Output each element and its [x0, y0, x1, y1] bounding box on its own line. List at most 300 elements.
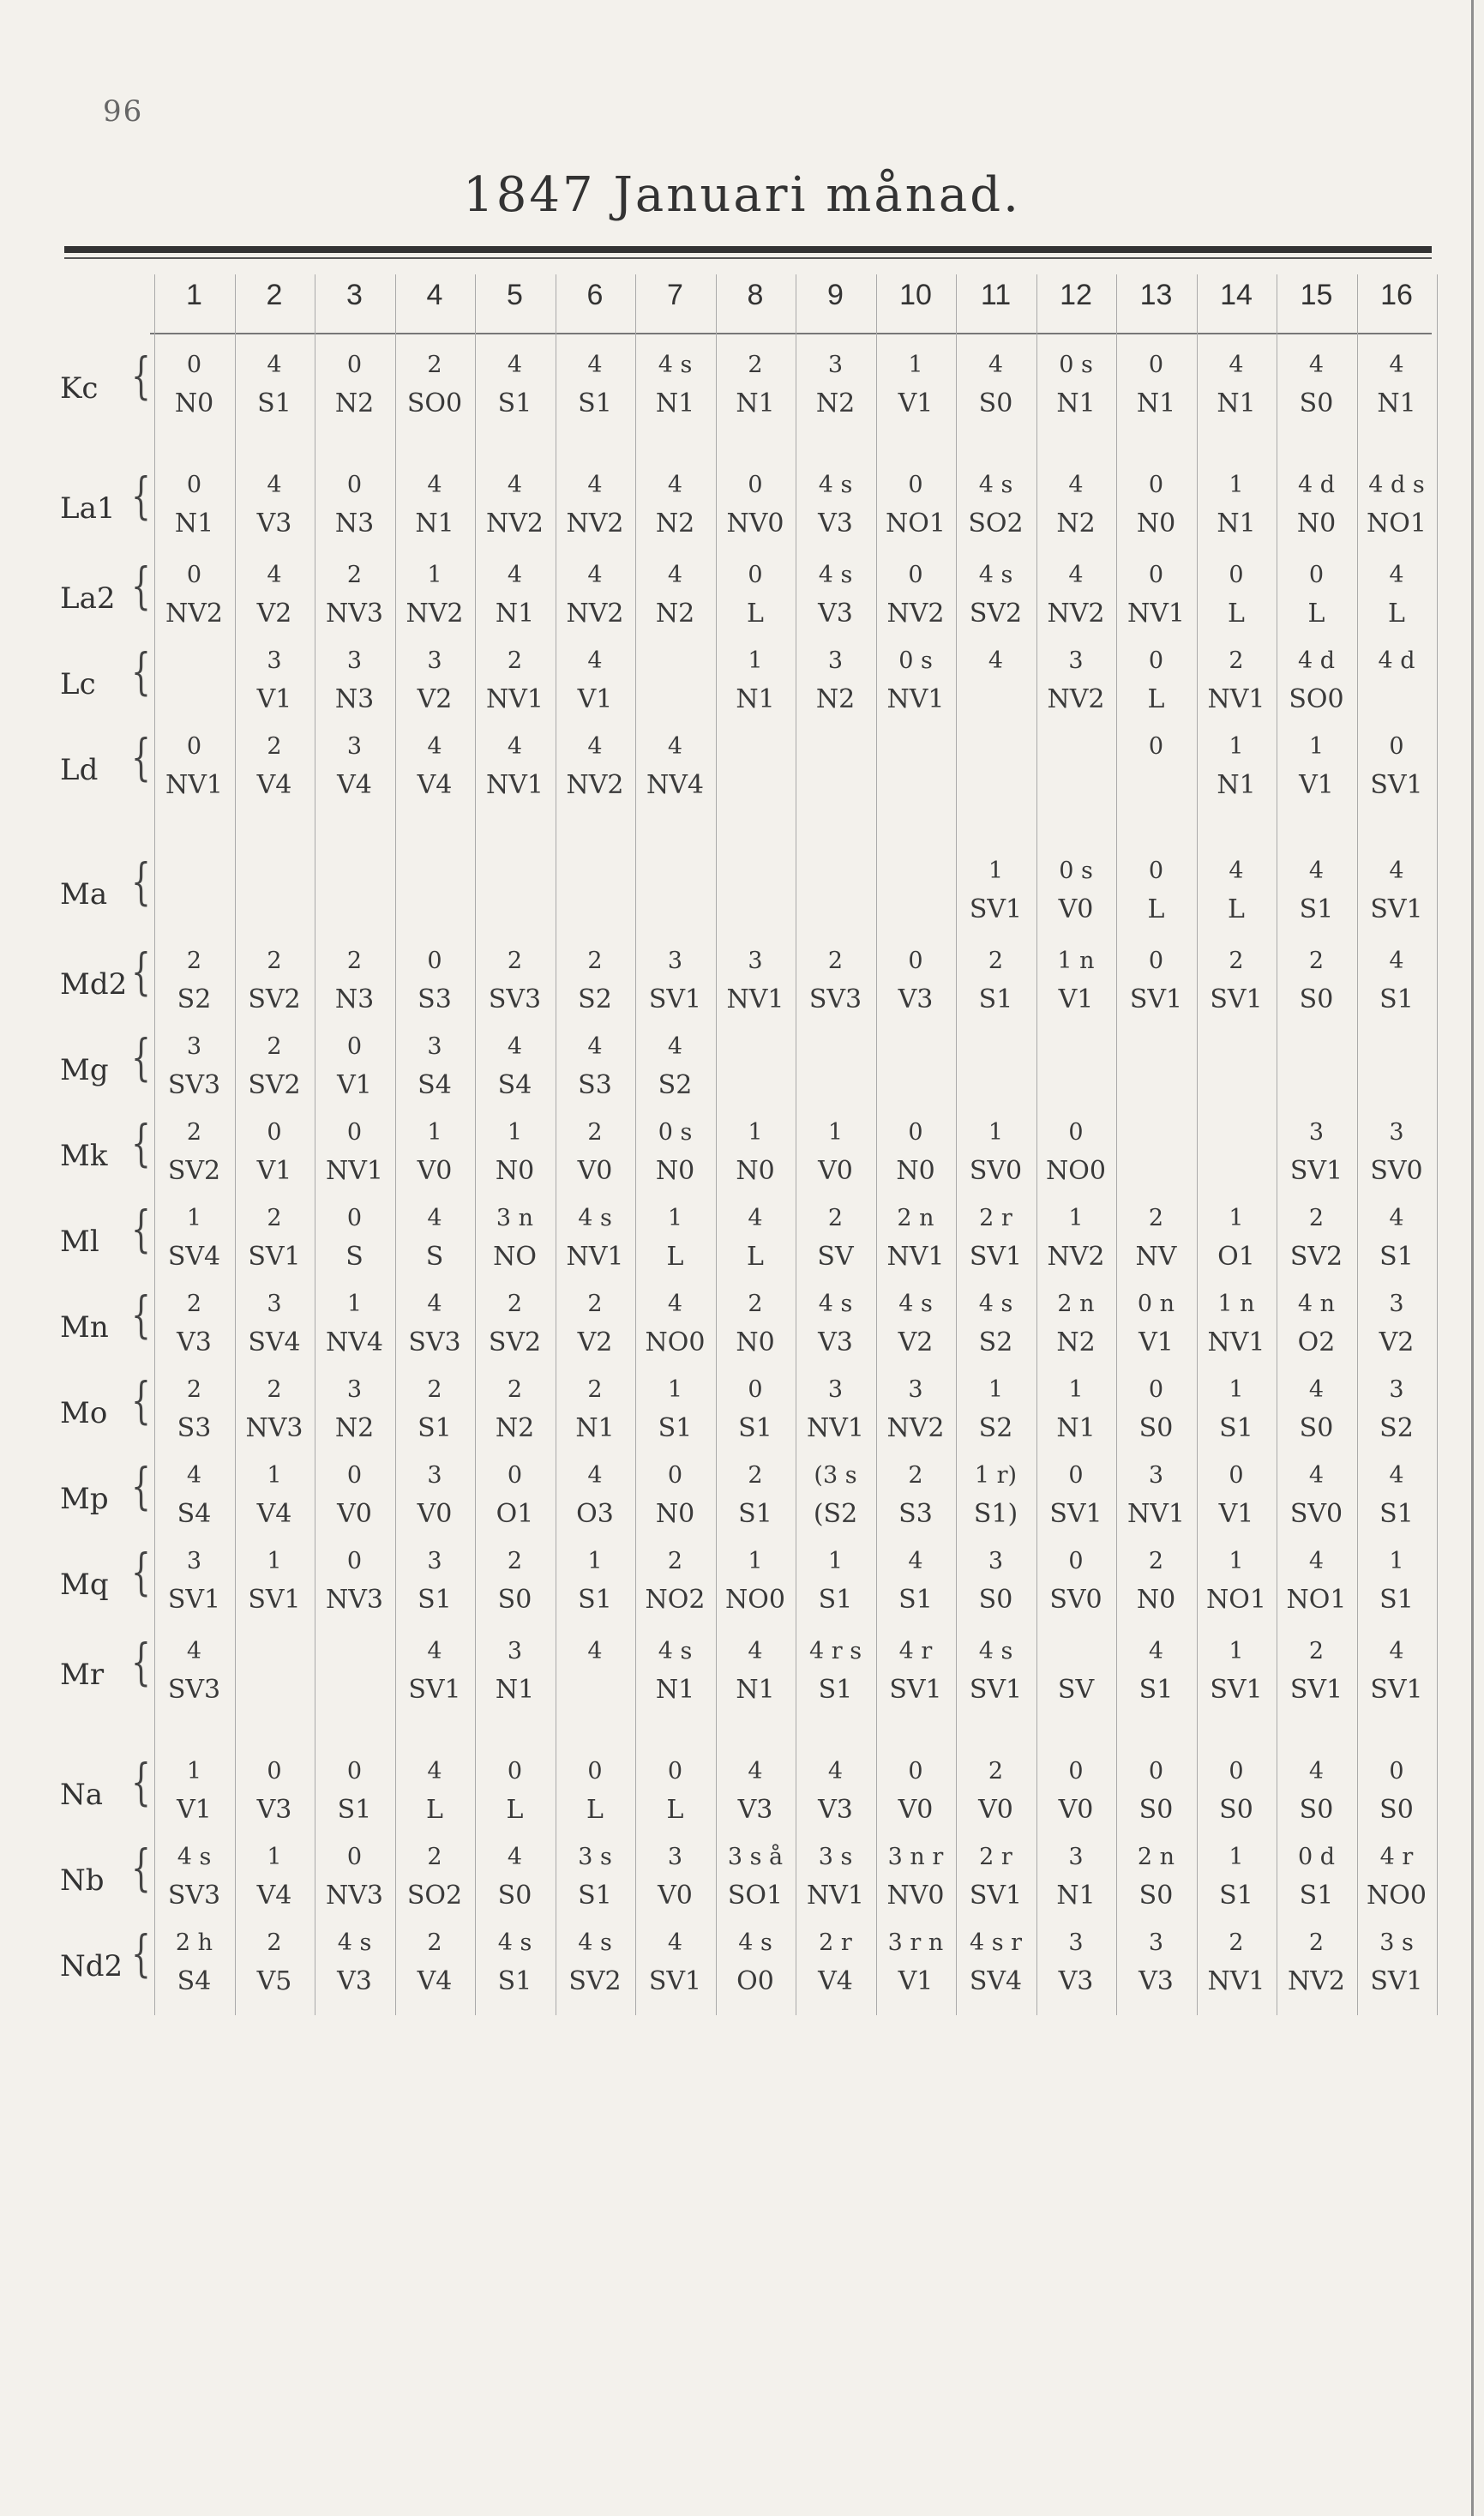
column-header: 1	[186, 279, 202, 311]
cloud-value: 0	[908, 1119, 923, 1146]
table-cell	[235, 1634, 315, 1711]
table-cell	[956, 853, 1036, 930]
wind-value: L	[1147, 894, 1165, 924]
table-cell	[475, 467, 555, 545]
cloud-value: 2	[748, 352, 763, 378]
wind-value: SV4	[167, 1242, 221, 1272]
cloud-value: 0	[1148, 1758, 1164, 1785]
table-cell	[315, 1115, 394, 1192]
cloud-value: 4	[667, 1929, 683, 1956]
table-cell	[1116, 557, 1196, 635]
cloud-value: 4	[587, 1638, 603, 1664]
cloud-value: (3 s	[814, 1462, 857, 1489]
table-cell	[1197, 1201, 1277, 1278]
cloud-value: 3	[1389, 1119, 1404, 1146]
cloud-value	[796, 729, 875, 765]
wind-value: SV1	[1289, 1675, 1343, 1705]
wind-value: N2	[815, 684, 856, 714]
wind-value	[876, 1065, 956, 1106]
wind-value: O1	[496, 1499, 534, 1529]
wind-value: V4	[417, 1966, 453, 1996]
wind-value: S4	[177, 1499, 212, 1529]
table-cell	[1277, 643, 1356, 720]
cloud-value: 2	[1148, 1205, 1164, 1231]
table-cell	[315, 1634, 394, 1711]
wind-value	[1116, 765, 1196, 806]
table-cell	[395, 1201, 475, 1278]
cloud-value: 3 n r	[887, 1844, 944, 1870]
wind-value: SV4	[248, 1327, 301, 1357]
table-cell	[556, 1458, 635, 1535]
cloud-value: 4 r	[898, 1638, 933, 1664]
wind-value: S4	[177, 1966, 212, 1996]
table-cell	[475, 1925, 555, 2002]
table-cell	[395, 347, 475, 424]
wind-value: N2	[655, 599, 695, 629]
table-cell	[154, 1544, 234, 1621]
wind-value: N0	[1136, 509, 1176, 539]
page-title: 1847 Januari månad.	[463, 167, 1021, 223]
table-cell	[1116, 853, 1196, 930]
cloud-value: 3	[427, 1462, 442, 1489]
cloud-value	[796, 853, 875, 889]
wind-value: V1	[898, 388, 934, 418]
cloud-value: 1	[1229, 1548, 1244, 1574]
table-cell	[315, 1925, 394, 2002]
cloud-value: 2	[1229, 1929, 1244, 1956]
row-label	[56, 1754, 150, 1839]
cloud-value	[716, 1029, 796, 1065]
wind-value: N2	[655, 509, 695, 539]
wind-value: S1	[578, 1881, 612, 1911]
wind-value: NV4	[325, 1327, 383, 1357]
wind-value: NV1	[485, 684, 544, 714]
cloud-value: 2	[587, 1291, 603, 1317]
wind-value: S2	[578, 984, 612, 1014]
wind-value: NV2	[406, 599, 464, 629]
cloud-value: 3 s å	[727, 1844, 784, 1870]
wind-value: SV1	[889, 1675, 942, 1705]
cloud-value: 2	[427, 1844, 442, 1870]
cloud-value: 0	[667, 1462, 683, 1489]
table-cell	[796, 557, 875, 635]
wind-value: O1	[1217, 1242, 1255, 1272]
cloud-value: 3	[1068, 647, 1084, 674]
wind-value: NV1	[1207, 684, 1265, 714]
wind-value: N1	[495, 599, 535, 629]
table-cell	[556, 1029, 635, 1106]
table-cell	[1036, 1839, 1116, 1917]
wind-value: NV	[1135, 1242, 1177, 1272]
wind-value: S1	[818, 1585, 853, 1615]
cloud-value: 4 s	[818, 472, 853, 498]
wind-value: SV1	[648, 984, 702, 1014]
wind-value: SV1	[408, 1675, 461, 1705]
table-cell	[1357, 1201, 1437, 1278]
table-cell	[956, 1544, 1036, 1621]
wind-value: L	[666, 1242, 684, 1272]
table-cell	[1197, 1754, 1277, 1831]
wind-value: NO1	[886, 509, 946, 539]
cloud-value: 4 s	[578, 1205, 612, 1231]
wind-value: S1	[257, 388, 291, 418]
wind-value: V3	[818, 1795, 853, 1825]
cloud-value: 3	[427, 1033, 442, 1060]
cloud-value: 2	[748, 1291, 763, 1317]
station-name: La2	[60, 581, 116, 616]
table-cell	[635, 1839, 715, 1917]
table-cell	[315, 557, 394, 635]
wind-value: SV2	[1289, 1242, 1343, 1272]
row-label	[56, 1925, 150, 2011]
cloud-value: 3	[827, 1376, 844, 1403]
table-cell	[315, 1372, 394, 1449]
cloud-value: 4	[1389, 858, 1404, 884]
wind-value: NV1	[566, 1242, 624, 1272]
table-cell	[556, 1544, 635, 1621]
wind-value	[1036, 1065, 1116, 1106]
wind-value: NV1	[1127, 599, 1185, 629]
station-name: Mq	[60, 1568, 109, 1602]
wind-value: N0	[174, 388, 214, 418]
table-cell	[556, 853, 635, 930]
column-header: 6	[586, 279, 604, 311]
cloud-value	[635, 853, 715, 889]
cloud-value: 4 d	[1297, 472, 1336, 498]
wind-value: SO2	[406, 1881, 463, 1911]
row-label	[56, 1286, 150, 1372]
wind-value: NV2	[1047, 599, 1105, 629]
table-cell	[235, 467, 315, 545]
wind-value: N1	[1056, 1881, 1096, 1911]
wind-value: N2	[815, 388, 856, 418]
cloud-value: 3	[267, 647, 282, 674]
table-cell	[1197, 1115, 1277, 1192]
wind-value: S0	[1139, 1881, 1174, 1911]
cloud-value: 2	[587, 1119, 603, 1146]
cloud-value: 0	[267, 1119, 282, 1146]
wind-value: S0	[978, 388, 1013, 418]
wind-value: V3	[1058, 1966, 1094, 1996]
cloud-value: 2	[507, 1548, 523, 1574]
wind-value	[315, 889, 394, 930]
wind-value	[235, 889, 315, 930]
cloud-value: 4	[587, 647, 603, 674]
wind-value: N3	[334, 509, 375, 539]
wind-value: S2	[658, 1070, 693, 1100]
wind-value: S0	[1379, 1795, 1414, 1825]
wind-value	[556, 889, 635, 930]
table-cell	[1116, 1634, 1196, 1711]
table-cell	[635, 943, 715, 1020]
brace-symbol: {	[131, 1288, 151, 1345]
table-cell	[1116, 1115, 1196, 1192]
table-cell	[154, 853, 234, 930]
cloud-value: 0	[346, 1033, 363, 1060]
cloud-value: 3	[988, 1548, 1004, 1574]
wind-value	[1277, 1065, 1356, 1106]
cloud-value: 2	[267, 733, 282, 760]
cloud-value	[876, 1029, 956, 1065]
cloud-value: 0	[346, 1844, 363, 1870]
wind-value: V1	[1299, 770, 1334, 800]
wind-value: S3	[578, 1070, 612, 1100]
wind-value: V3	[337, 1966, 372, 1996]
wind-value: SV0	[969, 1156, 1023, 1186]
table-cell	[1357, 943, 1437, 1020]
wind-value	[1357, 679, 1437, 720]
table-cell	[716, 1544, 796, 1621]
column-header: 7	[667, 279, 683, 311]
station-name: Kc	[60, 371, 99, 406]
wind-value: SV2	[488, 1327, 542, 1357]
table-cell	[796, 1029, 875, 1106]
row-label	[56, 557, 150, 643]
table-cell	[154, 1286, 234, 1363]
table-cell	[1036, 643, 1116, 720]
wind-value: NV2	[566, 770, 624, 800]
cloud-value	[395, 853, 475, 889]
table-cell	[716, 643, 796, 720]
cloud-value: 4	[587, 733, 603, 760]
wind-value: V3	[818, 1327, 853, 1357]
wind-value: S1	[658, 1413, 693, 1443]
wind-value: S1	[1139, 1675, 1174, 1705]
table-cell	[315, 643, 394, 720]
cloud-value: 2	[186, 1119, 202, 1146]
cloud-value: 4	[1308, 1462, 1325, 1489]
wind-value: NV1	[485, 770, 544, 800]
cloud-value: 4	[667, 562, 683, 588]
wind-value: NV1	[1127, 1499, 1185, 1529]
brace-symbol: {	[131, 1374, 151, 1430]
station-name: Lc	[60, 667, 96, 701]
wind-value: S3	[418, 984, 452, 1014]
cloud-value: 2	[267, 1033, 282, 1060]
cloud-value: 1	[427, 562, 442, 588]
wind-value: V1	[256, 1156, 292, 1186]
table-cell	[154, 1201, 234, 1278]
cloud-value: 0	[667, 1758, 683, 1785]
cloud-value: 4	[186, 1638, 202, 1664]
wind-value: N1	[174, 509, 214, 539]
wind-value: N1	[1217, 509, 1256, 539]
cloud-value: 1	[988, 858, 1004, 884]
wind-value: SV1	[248, 1242, 301, 1272]
cloud-value: 1	[1229, 1205, 1244, 1231]
cloud-value: 2	[507, 647, 523, 674]
cloud-value: 2	[1308, 1205, 1325, 1231]
table-cell	[796, 1925, 875, 2002]
cloud-value: 0	[507, 1758, 523, 1785]
cloud-value: 4	[507, 352, 523, 378]
table-cell	[154, 347, 234, 424]
table-cell	[796, 943, 875, 1020]
cloud-value: 4	[1389, 1462, 1404, 1489]
wind-value: N2	[334, 388, 375, 418]
table-cell	[1036, 729, 1116, 806]
table-cell	[1116, 1201, 1196, 1278]
wind-value	[556, 1670, 635, 1711]
wind-value: NV2	[1047, 1242, 1105, 1272]
table-cell	[635, 1372, 715, 1449]
wind-value: V3	[898, 984, 934, 1014]
cloud-value: 2	[267, 1929, 282, 1956]
row-label	[56, 1029, 150, 1115]
table-cell	[1357, 1754, 1437, 1831]
cloud-value: 4 s r	[969, 1929, 1023, 1956]
wind-value: S2	[978, 1327, 1013, 1357]
brace-symbol: {	[131, 349, 151, 406]
wind-value: SV0	[1289, 1499, 1343, 1529]
cloud-value: 2	[1148, 1548, 1164, 1574]
wind-value	[716, 765, 796, 806]
cloud-value	[556, 853, 635, 889]
table-cell	[956, 1201, 1036, 1278]
wind-value: V0	[898, 1795, 934, 1825]
wind-value: N0	[736, 1327, 775, 1357]
wind-value: S1)	[973, 1499, 1018, 1529]
cloud-value: 0	[267, 1758, 282, 1785]
cloud-value: 2	[1308, 948, 1325, 974]
table-cell	[556, 467, 635, 545]
table-cell	[716, 1029, 796, 1106]
wind-value: V2	[577, 1327, 613, 1357]
cloud-value: 0	[1148, 352, 1164, 378]
table-cell	[1116, 1544, 1196, 1621]
cloud-value: 4	[667, 472, 683, 498]
cloud-value: 0	[1148, 562, 1164, 588]
station-name: Na	[60, 1778, 104, 1812]
wind-value	[876, 889, 956, 930]
table-cell	[154, 1634, 234, 1711]
cloud-value	[956, 729, 1036, 765]
wind-value: V3	[256, 509, 292, 539]
table-cell	[635, 1925, 715, 2002]
wind-value: SV1	[1049, 1499, 1102, 1529]
wind-value: N0	[1136, 1585, 1176, 1615]
cloud-value: 4	[587, 352, 603, 378]
wind-value	[1197, 1065, 1277, 1106]
cloud-value: 4	[667, 1291, 683, 1317]
cloud-value	[1197, 1029, 1277, 1065]
wind-value	[796, 1065, 875, 1106]
cloud-value: 2	[507, 1376, 523, 1403]
wind-value: S1	[418, 1413, 452, 1443]
table-cell	[1036, 467, 1116, 545]
table-cell	[716, 1372, 796, 1449]
wind-value: NV2	[566, 599, 624, 629]
table-cell	[956, 557, 1036, 635]
wind-value: N1	[655, 1675, 695, 1705]
cloud-value: 4	[587, 1462, 603, 1489]
row-label	[56, 1634, 150, 1719]
wind-value: SO0	[406, 388, 463, 418]
brace-symbol: {	[131, 1635, 151, 1692]
station-name: Ld	[60, 753, 99, 787]
table-cell	[1357, 1029, 1437, 1106]
table-cell	[154, 1115, 234, 1192]
brace-symbol: {	[131, 469, 151, 526]
cloud-value: 0	[1308, 562, 1325, 588]
table-cell	[716, 557, 796, 635]
cloud-value: 2	[1229, 948, 1244, 974]
table-cell	[1036, 1458, 1116, 1535]
cloud-value: 4	[1389, 948, 1404, 974]
wind-value: N2	[495, 1413, 535, 1443]
wind-value: L	[747, 1242, 764, 1272]
wind-value: N0	[495, 1156, 535, 1186]
wind-value	[956, 765, 1036, 806]
cloud-value: 3 s	[818, 1844, 853, 1870]
table-cell	[235, 1544, 315, 1621]
wind-value: N1	[1136, 388, 1176, 418]
wind-value	[716, 889, 796, 930]
table-cell	[1116, 729, 1196, 806]
cloud-value: 0	[186, 352, 202, 378]
cloud-value: 4	[667, 1033, 683, 1060]
wind-value: V4	[256, 770, 292, 800]
column-header: 12	[1060, 279, 1092, 311]
table-cell	[876, 557, 956, 635]
table-cell	[556, 1754, 635, 1831]
wind-value: S4	[497, 1070, 532, 1100]
station-name: Mk	[60, 1139, 108, 1173]
wind-value: SV1	[1129, 984, 1183, 1014]
table-cell	[796, 1458, 875, 1535]
cloud-value	[1357, 1029, 1437, 1065]
brace-symbol: {	[131, 1755, 151, 1812]
table-cell	[876, 1754, 956, 1831]
table-cell	[1036, 853, 1116, 930]
cloud-value: 4 r s	[808, 1638, 862, 1664]
cloud-value: 1	[1308, 733, 1325, 760]
wind-value: S3	[177, 1413, 212, 1443]
wind-value: S0	[1219, 1795, 1253, 1825]
cloud-value: 3	[1068, 1929, 1084, 1956]
cloud-value: 3 r n	[887, 1929, 944, 1956]
table-cell	[716, 943, 796, 1020]
table-cell	[1116, 643, 1196, 720]
table-cell	[556, 1925, 635, 2002]
wind-value: NV1	[806, 1413, 864, 1443]
wind-value	[154, 889, 234, 930]
cloud-value: 1	[988, 1119, 1004, 1146]
table-cell	[1197, 943, 1277, 1020]
cloud-value: 4 s	[978, 1291, 1013, 1317]
wind-value: SV1	[1370, 894, 1423, 924]
wind-value: SV	[817, 1242, 854, 1272]
row-label	[56, 1458, 150, 1544]
row-label	[56, 643, 150, 729]
table-cell	[635, 729, 715, 806]
table-cell	[876, 1201, 956, 1278]
table-cell	[635, 1544, 715, 1621]
row-label	[56, 1372, 150, 1458]
wind-value: S1	[1219, 1413, 1253, 1443]
table-cell	[395, 467, 475, 545]
cloud-value: 0 n	[1137, 1291, 1175, 1317]
cloud-value: 1	[748, 647, 763, 674]
cloud-value: 1	[267, 1548, 282, 1574]
cloud-value: 2	[748, 1462, 763, 1489]
table-cell	[796, 1754, 875, 1831]
cloud-value: 4	[427, 472, 442, 498]
wind-value: SV1	[1210, 1675, 1263, 1705]
wind-value: V4	[256, 1499, 292, 1529]
wind-value: N2	[334, 1413, 375, 1443]
table-cell	[716, 729, 796, 806]
